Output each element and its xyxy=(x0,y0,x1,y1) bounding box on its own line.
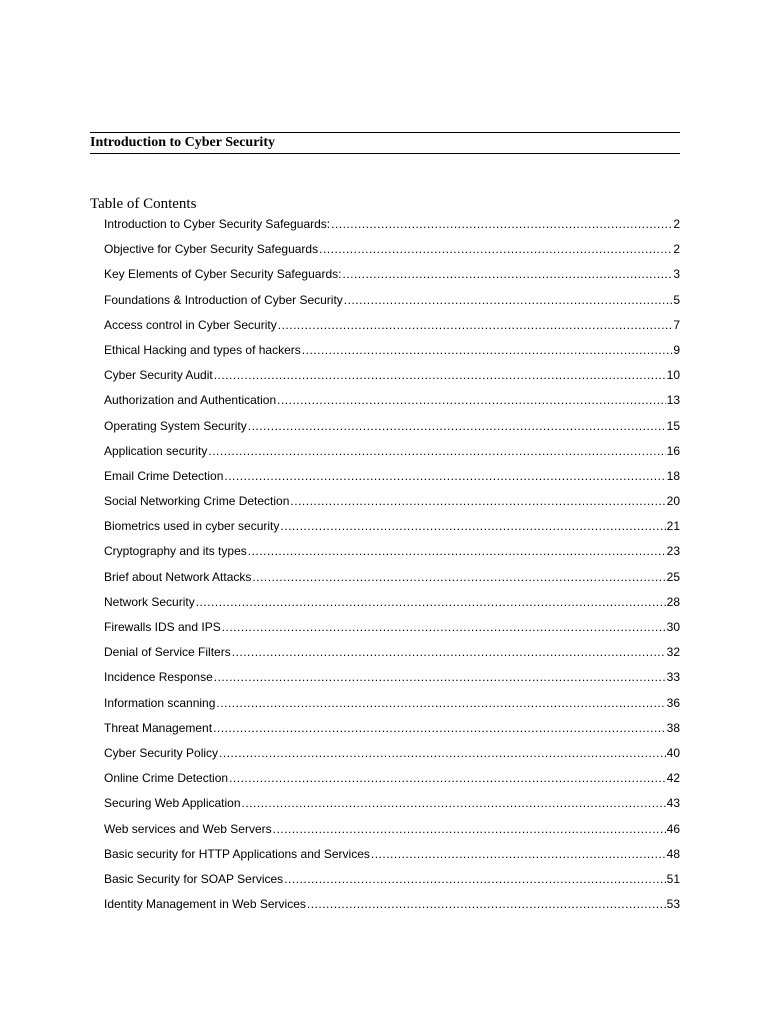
toc-dot-leader xyxy=(248,541,666,561)
toc-entry[interactable] xyxy=(104,592,680,617)
toc-entry-page-number: 2 xyxy=(673,217,680,231)
toc-entry[interactable] xyxy=(104,743,680,768)
toc-entry[interactable] xyxy=(104,768,680,793)
toc-dot-leader xyxy=(252,567,665,587)
toc-entry-title: Social Networking Crime Detection xyxy=(104,494,290,509)
toc-entry[interactable] xyxy=(104,819,680,844)
toc-list xyxy=(104,214,680,919)
toc-entry-page-number: 28 xyxy=(666,594,680,609)
toc-entry[interactable] xyxy=(104,340,680,365)
toc-dot-leader xyxy=(216,693,665,713)
toc-entry[interactable] xyxy=(104,365,680,390)
toc-entry[interactable] xyxy=(104,214,680,239)
toc-entry-title: Threat Management xyxy=(104,720,213,735)
toc-entry-page-number: 40 xyxy=(666,745,680,760)
toc-entry-page-number: 13 xyxy=(666,393,680,408)
toc-dot-leader xyxy=(284,869,665,889)
toc-entry[interactable] xyxy=(104,844,680,869)
toc-dot-leader xyxy=(224,466,665,486)
toc-dot-leader xyxy=(232,642,666,662)
toc-entry[interactable] xyxy=(104,693,680,718)
toc-entry-page-number: 46 xyxy=(666,821,680,836)
toc-entry-page-number: 2 xyxy=(673,242,680,257)
toc-entry-title: Online Crime Detection xyxy=(104,771,229,786)
toc-entry-title: Biometrics used in cyber security xyxy=(104,519,280,534)
toc-entry[interactable] xyxy=(104,516,680,541)
toc-entry-title: Basic Security for SOAP Services xyxy=(104,871,284,886)
toc-entry-title: Email Crime Detection xyxy=(104,468,224,483)
toc-dot-leader xyxy=(319,239,672,259)
toc-dot-leader xyxy=(277,390,666,410)
toc-entry-title: Cyber Security Policy xyxy=(104,745,219,760)
toc-entry[interactable] xyxy=(104,793,680,818)
toc-entry-page-number: 7 xyxy=(673,317,680,332)
toc-entry-page-number: 5 xyxy=(673,292,680,307)
toc-entry[interactable] xyxy=(104,390,680,415)
toc-entry[interactable] xyxy=(104,264,680,289)
toc-entry-title: Key Elements of Cyber Security Safeguards: xyxy=(104,267,342,282)
toc-entry-title: Basic security for HTTP Applications and Services xyxy=(104,846,370,861)
toc-entry-title: Authorization and Authentication xyxy=(104,393,277,408)
toc-entry-page-number: 42 xyxy=(666,771,680,786)
toc-entry[interactable] xyxy=(104,617,680,642)
toc-entry[interactable] xyxy=(104,315,680,340)
toc-entry-title: Identity Management in Web Services xyxy=(104,897,306,912)
toc-entry-title: Cryptography and its types xyxy=(104,544,247,559)
toc-entry-title: Operating System Security xyxy=(104,418,247,433)
toc-dot-leader xyxy=(242,793,666,813)
toc-entry-title: Web services and Web Servers xyxy=(104,821,272,836)
toc-entry-page-number: 53 xyxy=(666,897,680,912)
toc-entry-page-number: 48 xyxy=(666,846,680,861)
toc-entry-page-number: 10 xyxy=(666,368,680,383)
toc-dot-leader xyxy=(219,743,666,763)
toc-dot-leader xyxy=(307,894,666,914)
toc-entry-title: Brief about Network Attacks xyxy=(104,569,252,584)
toc-entry[interactable] xyxy=(104,290,680,315)
document-title: Introduction to Cyber Security xyxy=(90,132,680,154)
toc-entry[interactable] xyxy=(104,642,680,667)
toc-dot-leader xyxy=(302,340,673,360)
toc-dot-leader xyxy=(222,617,666,637)
toc-entry-page-number: 20 xyxy=(666,494,680,509)
toc-dot-leader xyxy=(214,365,666,385)
toc-dot-leader xyxy=(229,768,666,788)
toc-entry-title: Foundations & Introduction of Cyber Security xyxy=(104,292,343,307)
toc-dot-leader xyxy=(278,315,673,335)
toc-entry[interactable] xyxy=(104,466,680,491)
toc-entry-page-number: 51 xyxy=(666,871,680,886)
toc-entry-title: Securing Web Application xyxy=(104,796,241,811)
toc-dot-leader xyxy=(342,264,672,284)
toc-heading: Table of Contents xyxy=(90,196,197,212)
toc-entry-page-number: 9 xyxy=(673,342,680,357)
toc-entry-page-number: 21 xyxy=(666,519,680,534)
toc-entry[interactable] xyxy=(104,894,680,919)
toc-entry-title: Objective for Cyber Security Safeguards xyxy=(104,242,319,257)
toc-dot-leader xyxy=(213,718,666,738)
toc-entry-title: Denial of Service Filters xyxy=(104,645,231,660)
toc-entry[interactable] xyxy=(104,718,680,743)
toc-entry-title: Application security xyxy=(104,443,208,458)
toc-entry-title: Network Security xyxy=(104,594,195,609)
toc-entry-title: Introduction to Cyber Security Safeguards: xyxy=(104,217,331,231)
toc-entry[interactable] xyxy=(104,416,680,441)
toc-entry[interactable] xyxy=(104,869,680,894)
toc-entry[interactable] xyxy=(104,441,680,466)
toc-entry-page-number: 33 xyxy=(666,670,680,685)
toc-entry-page-number: 25 xyxy=(666,569,680,584)
toc-entry-title: Ethical Hacking and types of hackers xyxy=(104,342,301,357)
toc-entry-title: Incidence Response xyxy=(104,670,213,685)
toc-dot-leader xyxy=(208,441,665,461)
toc-entry-page-number: 18 xyxy=(666,468,680,483)
toc-entry-page-number: 16 xyxy=(666,443,680,458)
toc-entry-page-number: 30 xyxy=(666,620,680,634)
toc-entry-page-number: 36 xyxy=(666,695,680,710)
toc-entry-page-number: 32 xyxy=(666,645,680,660)
toc-dot-leader xyxy=(331,214,672,234)
toc-entry-page-number: 38 xyxy=(666,720,680,735)
toc-dot-leader xyxy=(371,844,666,864)
toc-dot-leader xyxy=(248,416,666,436)
toc-entry-title: Information scanning xyxy=(104,695,216,710)
toc-dot-leader xyxy=(273,819,666,839)
toc-entry-page-number: 23 xyxy=(666,544,680,559)
toc-entry[interactable] xyxy=(104,541,680,566)
toc-dot-leader xyxy=(344,290,673,310)
toc-entry-title: Cyber Security Audit xyxy=(104,368,213,383)
toc-dot-leader xyxy=(196,592,666,612)
toc-entry[interactable] xyxy=(104,491,680,516)
toc-entry-title: Firewalls IDS and IPS xyxy=(104,620,221,634)
toc-entry-title: Access control in Cyber Security xyxy=(104,317,277,332)
toc-dot-leader xyxy=(214,667,666,687)
toc-entry-page-number: 15 xyxy=(666,418,680,433)
toc-entry[interactable] xyxy=(104,239,680,264)
toc-entry[interactable] xyxy=(104,567,680,592)
toc-dot-leader xyxy=(280,516,665,536)
toc-entry[interactable] xyxy=(104,667,680,692)
toc-entry-page-number: 3 xyxy=(673,267,680,282)
toc-dot-leader xyxy=(290,491,665,511)
toc-entry-page-number: 43 xyxy=(666,796,680,811)
